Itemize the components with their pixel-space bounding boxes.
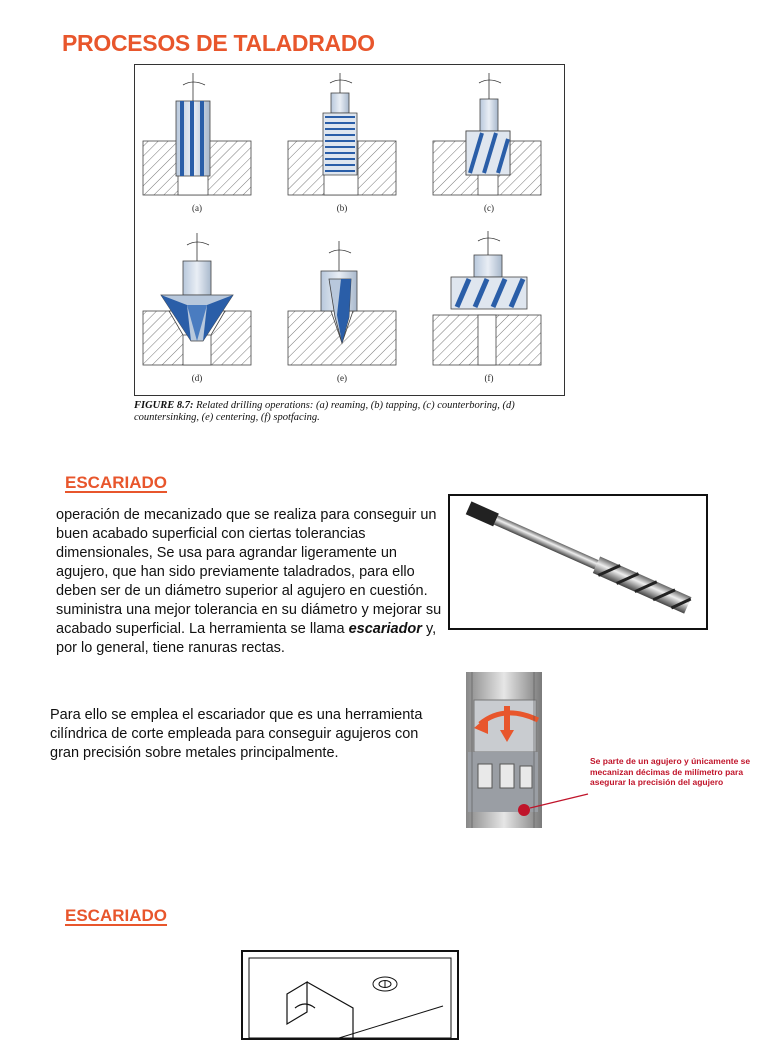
page-title: PROCESOS DE TALADRADO: [62, 30, 375, 56]
figure-caption-label: FIGURE 8.7:: [134, 400, 194, 411]
reamer-technical-drawing: [241, 950, 459, 1040]
drilling-operations-illustration: [135, 65, 564, 395]
panel-label-a: (a): [192, 203, 202, 213]
precision-callout: Se parte de un agujero y únicamente se mecanizan décimas de milímetro para asegurar la precisión del agujero: [590, 756, 751, 787]
panel-label-c: (c): [484, 203, 494, 213]
panel-c-counterboring: [433, 73, 541, 195]
escariado-description: [56, 506, 442, 658]
panel-label-e: (e): [337, 373, 347, 383]
drilling-operations-figure: [134, 64, 565, 396]
panel-label-f: (f): [484, 373, 494, 383]
description-text-1: operación de mecanizado que se realiza para conseguir un buen acabado superficial con ciertas tolerancias dimensionales, Se usa para agrandar ligeramente un agujero, que han sido previamente taladrados, para ello deben ser de un diámetro superior al agujero en cuestión. suministra una mejor tolerancia en su diámetro y mejorar su acabado superficial. La herramienta se llama: [56, 507, 442, 637]
escariador-definition: Para ello se emplea el escariador que es una herramienta cilíndrica de corte empleada para conseguir agujeros con gran precisión sobre metales principalmente.: [50, 707, 423, 761]
panel-label-b: (b): [336, 203, 348, 213]
panel-e-centering: [288, 241, 396, 365]
reamer-photo: [448, 494, 708, 630]
panel-d-countersinking: [143, 233, 251, 365]
section-heading-escariado: ESCARIADO: [65, 473, 168, 492]
section-heading-escariado-2: ESCARIADO: [65, 906, 168, 925]
description-emphasis: escariador: [348, 621, 422, 637]
panel-label-d: (d): [191, 373, 203, 383]
panel-b-tapping: [288, 73, 396, 195]
panel-a-reaming: [143, 73, 251, 195]
description-text-2: y, por lo general, tiene ranuras rectas.: [56, 621, 437, 656]
panel-f-spotfacing: [433, 231, 541, 365]
figure-caption: [134, 400, 564, 424]
reaming-process-photo: [438, 672, 750, 828]
figure-caption-text: Related drilling operations: (a) reaming, (b) tapping, (c) counterboring, (d) countersinking, (e) centering, (f) spotfacing.: [134, 400, 515, 423]
